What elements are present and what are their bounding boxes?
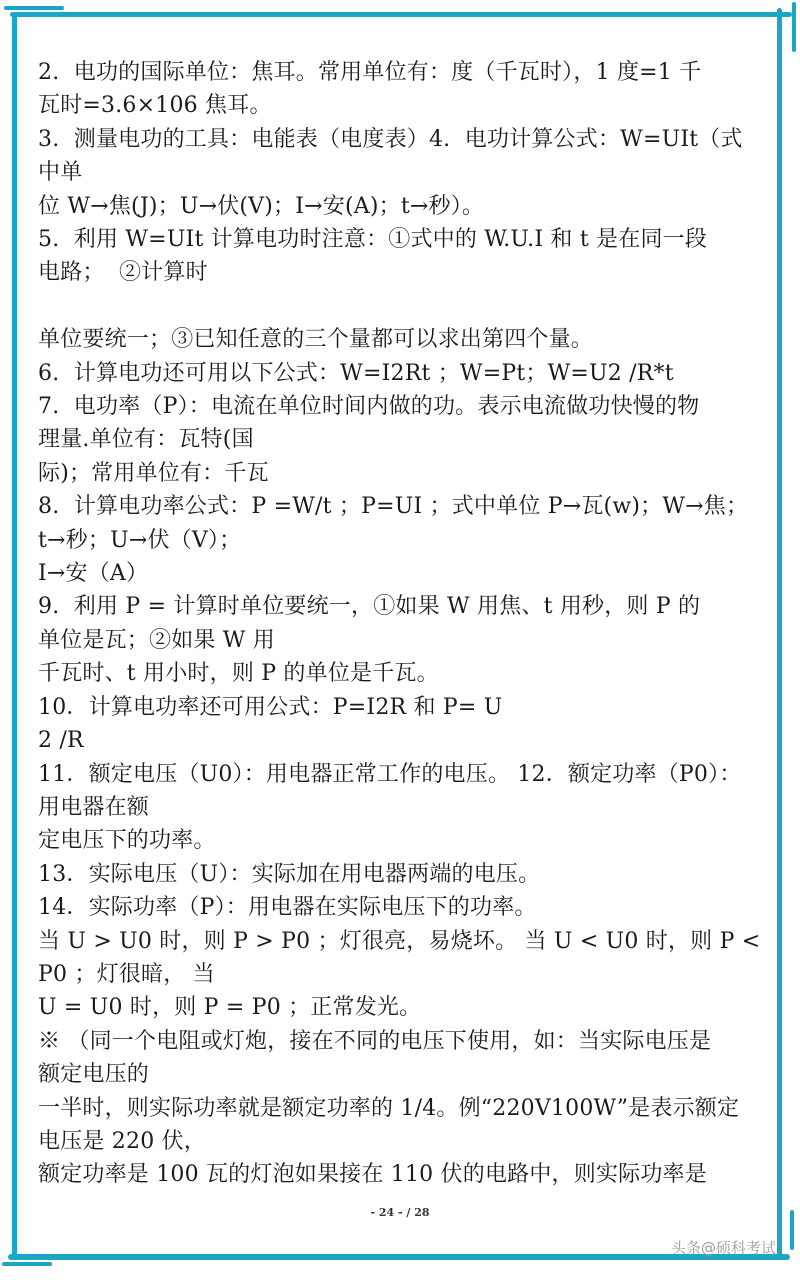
text-line: P0 ；灯很暗， 当 [38,961,215,987]
text-line: 7. 电功率（P）：电流在单位时间内做的功。表示电流做功快慢的物 [38,394,700,420]
text-line: 13．实际电压（U）：实际加在用电器两端的电压。 [38,861,541,887]
text-line: 当 U > U0 时，则 P > P0 ；灯很亮，易烧坏。 当 U < U0 时，则 P < [38,928,761,954]
text-line: I→安（A） [38,561,149,587]
text-line: 单位要统一；③已知任意的三个量都可以求出第四个量。 [38,327,594,353]
text-line: 瓦时=3.6×106 焦耳。 [38,93,272,119]
text-line: 8. 计算电功率公式：P =W/t ；P=UI ；式中单位 P→瓦(w)；W→焦； [38,494,749,520]
text-line: 一半时，则实际功率就是额定功率的 1/4。例“220V100W”是表示额定 [38,1095,740,1121]
frame-right-border [777,8,782,1256]
text-line: U = U0 时，则 P = P0 ；正常发光。 [38,995,422,1021]
text-line: 千瓦时、t 用小时，则 P 的单位是千瓦。 [38,661,439,687]
text-line: 6. 计算电功还可用以下公式：W=I2Rt ；W=Pt；W=U2 /R*t [38,360,674,386]
text-line: 3. 测量电功的工具：电能表（电度表）4. 电功计算公式：W=UIt（式 [38,126,743,152]
frame-brush-stroke [792,2,796,52]
text-line: 14．实际功率（P）：用电器在实际电压下的功率。 [38,895,537,921]
page-number: - 24 - / 28 [370,1206,430,1219]
text-line: t→秒；U→伏（V）； [38,527,242,553]
text-line: 用电器在额 [38,794,150,820]
text-line [38,290,766,323]
text-line: 额定功率是 100 瓦的灯泡如果接在 110 伏的电路中，则实际功率是 [38,1162,707,1188]
text-line: 电路； ②计算时 [38,260,208,286]
frame-brush-stroke [2,1262,52,1266]
text-line: 9. 利用 P = 计算时单位要统一，①如果 W 用焦、t 用秒，则 P 的 [38,594,701,620]
frame-top-border [10,12,792,17]
text-line: 际)；常用单位有：千瓦 [38,460,269,486]
text-line: 单位是瓦；②如果 W 用 [38,627,275,653]
text-line: 理量.单位有：瓦特(国 [38,427,254,453]
text-line: ※ （同一个电阻或灯炮，接在不同的电压下使用，如：当实际电压是 [38,1028,712,1054]
text-line: 中单 [38,160,83,186]
text-line: 位 W→焦(J)；U→伏(V)；I→安(A)；t→秒）。 [38,193,485,219]
text-line: 额定电压的 [38,1062,150,1088]
watermark: 头条@硕科考试 [670,1239,776,1257]
text-line: 5. 利用 W=UIt 计算电功时注意：①式中的 W.U.I 和 t 是在同一段 [38,227,708,253]
text-line: 电压是 220 伏， [38,1128,206,1154]
frame-left-border [12,14,17,1258]
frame-brush-stroke [4,6,64,10]
text-line: 11．额定电压（U0）：用电器正常工作的电压。 12．额定功率（P0）： [38,761,742,787]
text-line: 定电压下的功率。 [38,828,216,854]
document-body [38,56,766,1192]
text-line: 2 /R [38,728,84,754]
text-line: 10．计算电功率还可用公式：P=I2R 和 P= U [38,694,503,720]
text-line: 2. 电功的国际单位：焦耳。常用单位有：度（千瓦时），1 度=1 千 [38,60,702,85]
